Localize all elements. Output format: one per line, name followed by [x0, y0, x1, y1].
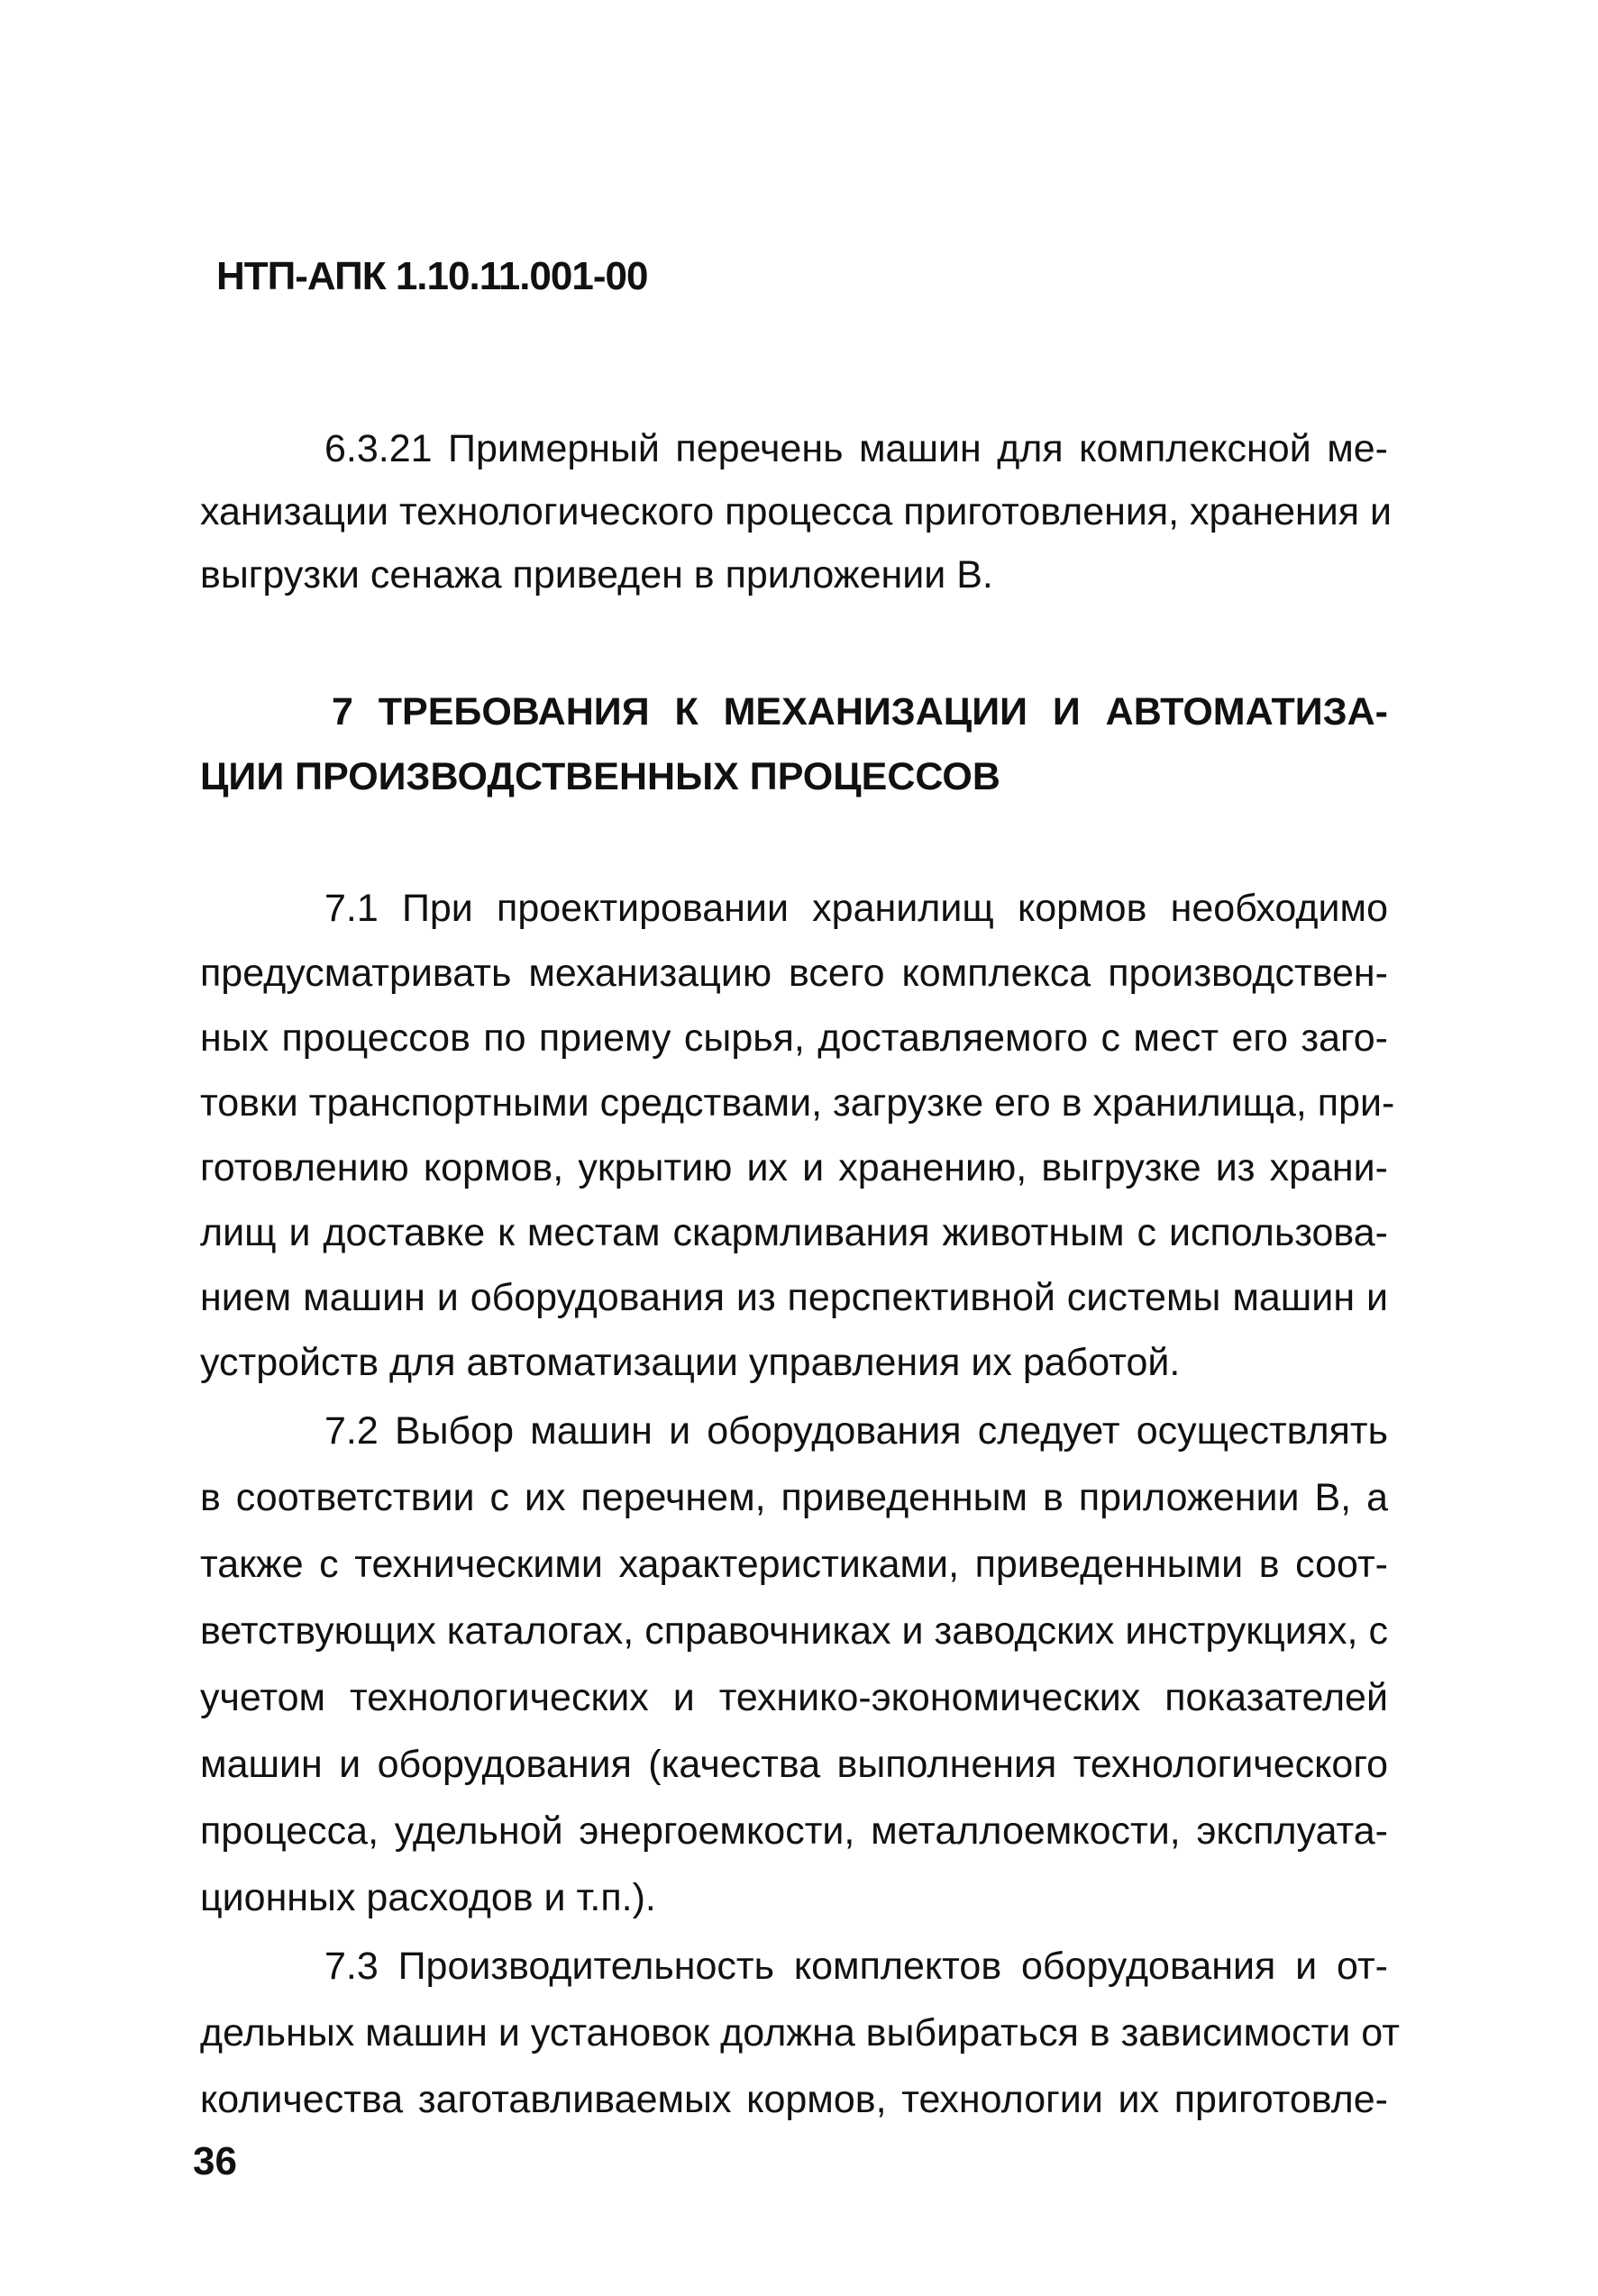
clause-7-1-line-6: лищ и доставке к местам скармливания животным с использова-	[200, 1211, 1388, 1254]
section-7-title-line-2: ЦИИ ПРОИЗВОДСТВЕННЫХ ПРОЦЕССОВ	[200, 755, 1000, 798]
clause-7-1-line-4: товки транспортными средствами, загрузке его в хранилища, при-	[200, 1081, 1395, 1125]
clause-7-1-line-2: предусматривать механизацию всего комплекса производствен-	[200, 952, 1388, 995]
clause-7-1-line-3: ных процессов по приему сырья, доставляемого с мест его заго-	[200, 1016, 1388, 1060]
clause-6-3-21-line-3: выгрузки сенажа приведен в приложении В.	[200, 553, 993, 597]
clause-7-2-line-4: ветствующих каталогах, справочниках и заводских инструкциях, с	[200, 1609, 1388, 1653]
clause-6-3-21-line-1: 6.3.21 Примерный перечень машин для комплексной ме-	[324, 427, 1388, 470]
document-code: НТП-АПК 1.10.11.001-00	[216, 254, 648, 298]
clause-7-2-line-1: 7.2 Выбор машин и оборудования следует осуществлять	[324, 1409, 1388, 1453]
clause-7-1-line-5: готовлению кормов, укрытию их и хранению, выгрузке из храни-	[200, 1146, 1388, 1189]
clause-7-2-line-7: процесса, удельной энергоемкости, металлоемкости, эксплуата-	[200, 1809, 1388, 1853]
clause-7-3-line-1: 7.3 Производительность комплектов оборудования и от-	[324, 1945, 1388, 1988]
clause-7-2-line-5: учетом технологических и технико-экономических показателей	[200, 1676, 1388, 1719]
page-number: 36	[193, 2139, 237, 2183]
clause-7-3-line-2: дельных машин и установок должна выбираться в зависимости от	[200, 2011, 1400, 2055]
clause-6-3-21-line-2: ханизации технологического процесса приготовления, хранения и	[200, 490, 1393, 533]
clause-7-1-line-8: устройств для автоматизации управления их работой.	[200, 1341, 1181, 1384]
clause-7-3-line-3: количества заготавливаемых кормов, технологии их приготовле-	[200, 2078, 1388, 2121]
clause-7-1-line-7: нием машин и оборудования из перспективной системы машин и	[200, 1276, 1388, 1319]
section-7-title-line-1: 7 ТРЕБОВАНИЯ К МЕХАНИЗАЦИИ И АВТОМАТИЗА-	[332, 690, 1388, 733]
clause-7-1-line-1: 7.1 При проектировании хранилищ кормов необходимо	[324, 887, 1388, 930]
clause-7-2-line-8: ционных расходов и т.п.).	[200, 1876, 656, 1919]
clause-7-2-line-2: в соответствии с их перечнем, приведенным в приложении В, а	[200, 1476, 1388, 1519]
clause-7-2-line-6: машин и оборудования (качества выполнения технологического	[200, 1743, 1388, 1786]
clause-7-2-line-3: также с техническими характеристиками, приведенными в соот-	[200, 1543, 1388, 1586]
